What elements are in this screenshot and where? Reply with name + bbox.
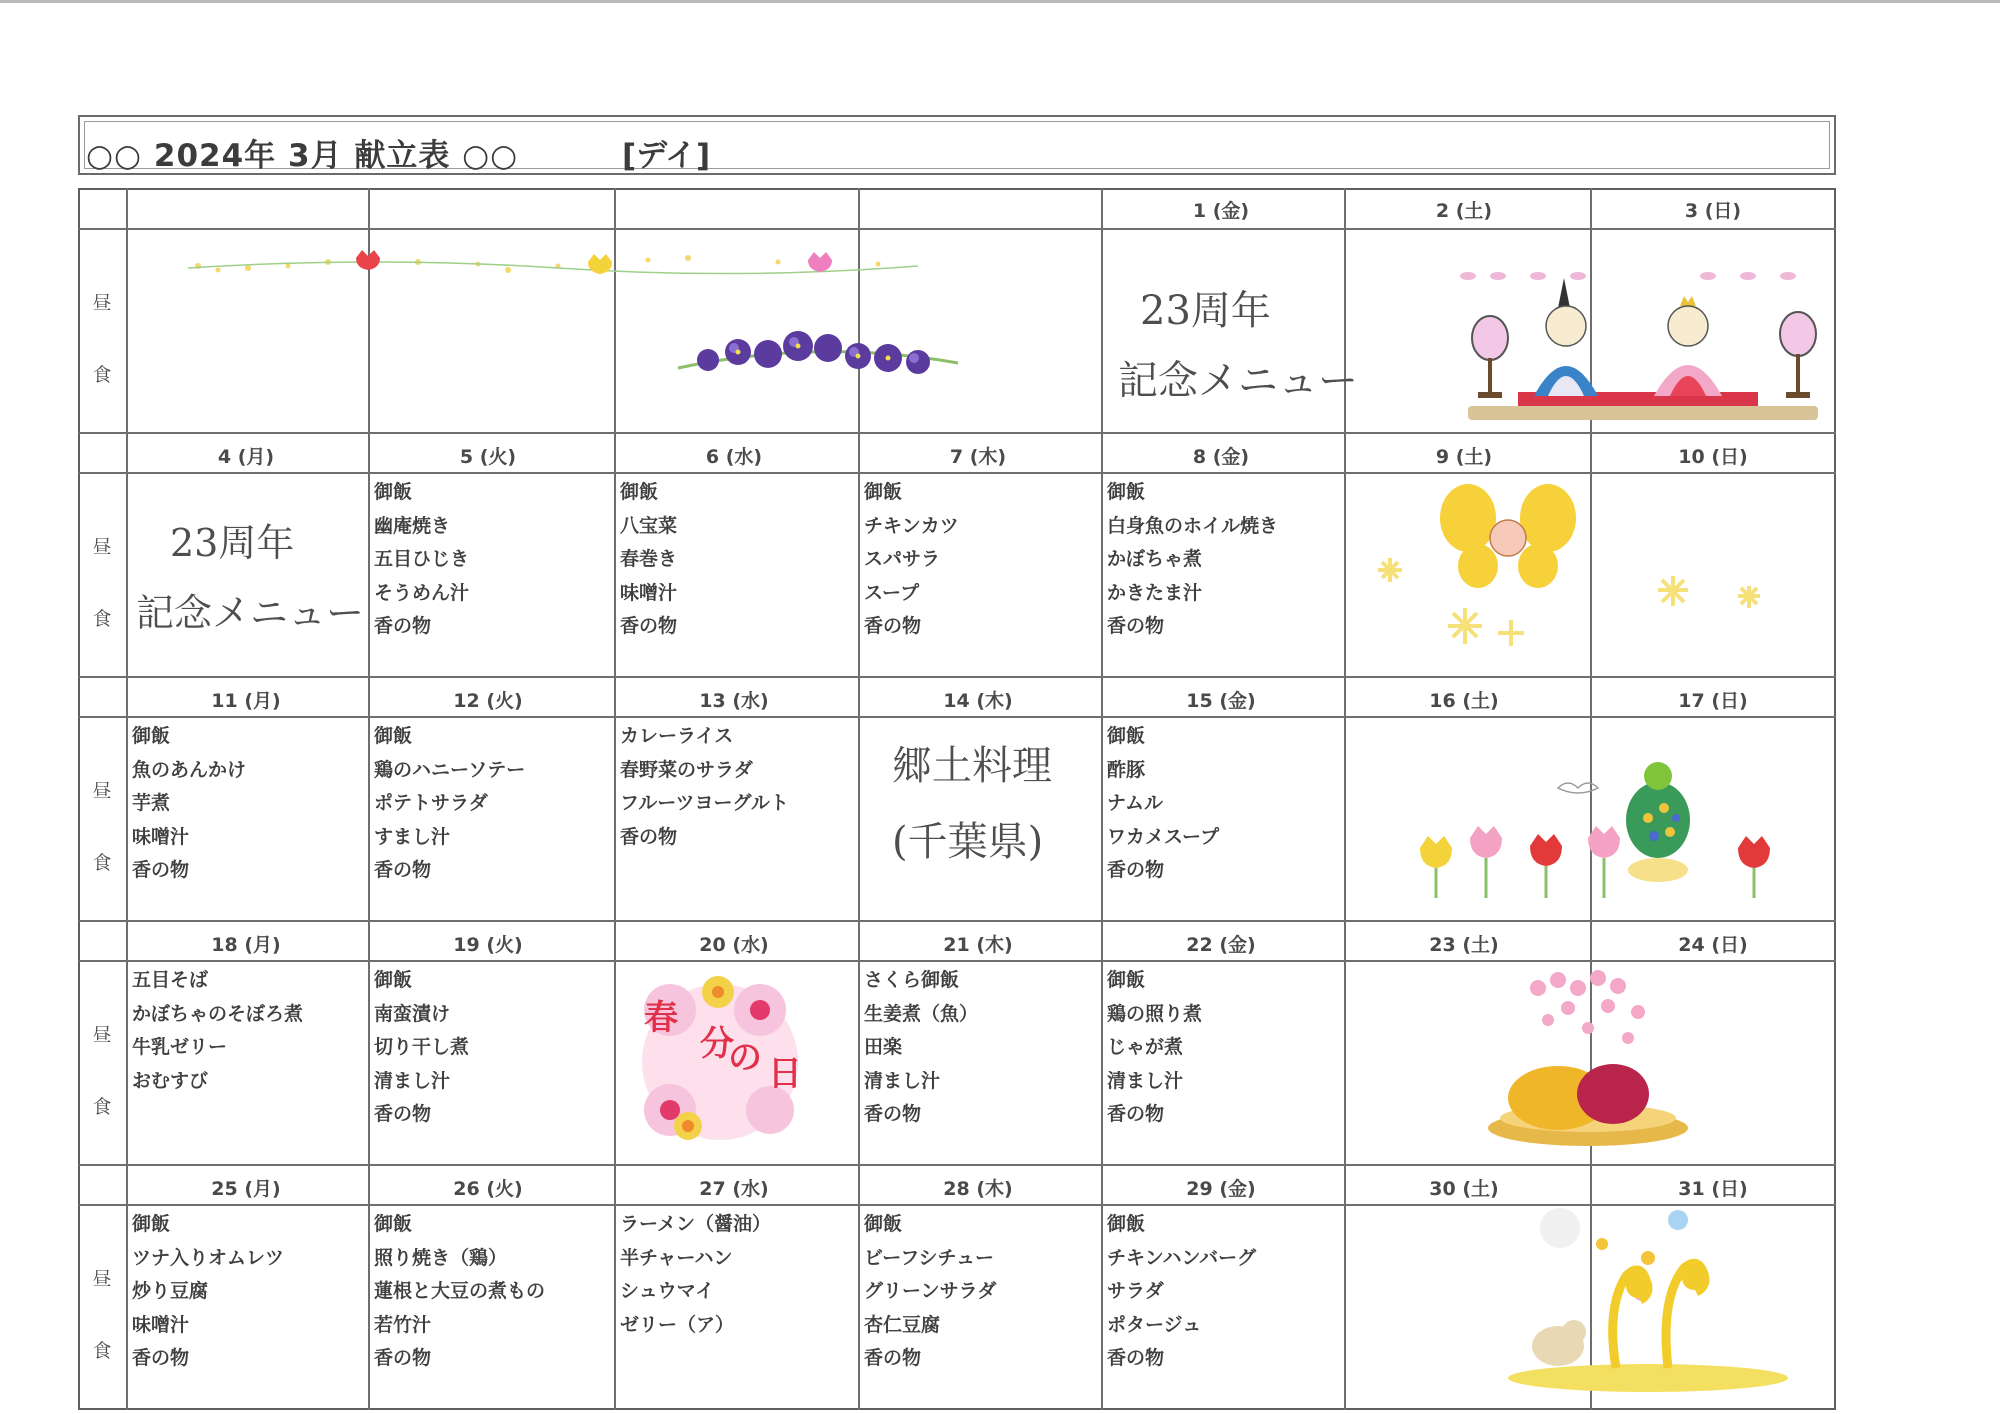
menu-item: 春巻き xyxy=(620,548,678,570)
menu-item: 香の物 xyxy=(864,1347,922,1369)
menu-item: 蓮根と大豆の煮もの xyxy=(374,1280,546,1302)
date-label: 5 (火) xyxy=(459,446,517,468)
lunch-label-top: 昼 xyxy=(92,292,112,314)
anniversary-note: 23周年 記念メニュー xyxy=(1118,288,1358,404)
menu-item: 五目そば xyxy=(132,969,209,991)
menu-item: 香の物 xyxy=(374,859,432,881)
grid-vline xyxy=(1101,188,1103,1410)
date-label: 19 (火) xyxy=(453,934,523,956)
grid-hline xyxy=(78,960,1836,962)
menu-item: 香の物 xyxy=(374,1347,432,1369)
menu-item: 香の物 xyxy=(1107,1103,1165,1125)
menu-item: そうめん汁 xyxy=(374,581,470,604)
grid-hline xyxy=(78,432,1836,434)
lunch-label-top: 昼 xyxy=(92,780,112,802)
shunbun-flowers-icon xyxy=(630,970,810,1150)
date-label: 23 (土) xyxy=(1429,934,1499,956)
menu-item: フルーツヨーグルト xyxy=(620,792,789,814)
menu-item: 香の物 xyxy=(132,859,190,881)
date-label: 25 (月) xyxy=(211,1178,281,1200)
menu-item: 清まし汁 xyxy=(1107,1069,1184,1092)
date-label: 3 (日) xyxy=(1684,200,1742,222)
menu-item: 杏仁豆腐 xyxy=(864,1313,941,1336)
menu-item: 香の物 xyxy=(620,825,678,848)
date-label: 26 (火) xyxy=(453,1178,523,1200)
date-label: 11 (月) xyxy=(211,690,281,712)
menu-list xyxy=(864,476,959,644)
tulips-bird-icon xyxy=(1358,748,1828,918)
menu-list xyxy=(1107,964,1202,1132)
menu-item: 香の物 xyxy=(864,1103,922,1125)
grid-hline xyxy=(78,920,1836,922)
lunch-label-bottom: 食 xyxy=(92,852,112,874)
menu-item: シュウマイ xyxy=(620,1280,715,1302)
menu-list xyxy=(374,476,469,644)
menu-list xyxy=(374,1208,545,1376)
date-label: 15 (金) xyxy=(1186,690,1256,712)
shunbun-char: 分 xyxy=(700,1024,734,1064)
menu-item: さくら御飯 xyxy=(864,969,960,991)
menu-item: 幽庵焼き xyxy=(374,514,451,537)
menu-list xyxy=(620,1208,771,1342)
menu-item: 若竹汁 xyxy=(374,1313,432,1336)
menu-item: チキンカツ xyxy=(864,514,959,537)
menu-item: ラーメン（醤油） xyxy=(620,1213,772,1235)
menu-item: かぼちゃ煮 xyxy=(1107,548,1203,570)
date-label: 13 (水) xyxy=(699,690,769,712)
grid-hline xyxy=(78,228,1836,230)
menu-item: 味噌汁 xyxy=(620,581,678,604)
menu-item: 魚のあんかけ xyxy=(132,758,247,781)
date-label: 20 (水) xyxy=(699,934,769,956)
grid-hline xyxy=(78,1164,1836,1166)
menu-item: 香の物 xyxy=(374,615,432,637)
date-label: 8 (金) xyxy=(1192,446,1250,468)
date-label: 17 (日) xyxy=(1678,690,1748,712)
page-title: ○○ 2024年 3月 献立表 ○○ xyxy=(86,138,519,174)
lunch-label-top: 昼 xyxy=(92,536,112,558)
grid-vline xyxy=(368,188,370,1410)
menu-item: 鶏の照り煮 xyxy=(1107,1002,1203,1025)
menu-item: おむすび xyxy=(132,1069,209,1092)
hina-dolls-icon xyxy=(1448,268,1838,428)
date-label: 22 (金) xyxy=(1186,934,1256,956)
date-label: 31 (日) xyxy=(1678,1178,1748,1200)
menu-item: 御飯 xyxy=(1107,725,1146,747)
menu-item: 田楽 xyxy=(864,1036,903,1058)
grid-hline xyxy=(78,716,1836,718)
date-label: 1 (金) xyxy=(1192,200,1250,222)
date-label: 30 (土) xyxy=(1429,1178,1499,1200)
menu-calendar-grid xyxy=(78,188,1836,1410)
date-label: 29 (金) xyxy=(1186,1178,1256,1200)
grid-vline xyxy=(614,188,616,1410)
menu-list xyxy=(132,964,303,1098)
menu-item: 香の物 xyxy=(132,1347,190,1369)
menu-item: 香の物 xyxy=(1107,615,1165,637)
menu-item: 清まし汁 xyxy=(864,1069,941,1092)
butterfly-icon xyxy=(1358,478,1818,668)
menu-item: 鶏のハニーソテー xyxy=(374,758,526,781)
menu-item: ゼリー（ア） xyxy=(620,1313,735,1336)
flower-garland-icon xyxy=(178,248,938,288)
menu-item: 芋煮 xyxy=(132,792,171,814)
menu-item: サラダ xyxy=(1107,1280,1164,1302)
menu-item: 香の物 xyxy=(864,615,922,637)
date-label: 16 (土) xyxy=(1429,690,1499,712)
date-label: 18 (月) xyxy=(211,934,281,956)
date-label: 24 (日) xyxy=(1678,934,1748,956)
spring-sprouts-icon xyxy=(1498,1208,1818,1398)
date-label: 9 (土) xyxy=(1435,446,1493,468)
menu-list xyxy=(864,964,978,1132)
menu-list xyxy=(620,720,789,854)
date-label: 12 (火) xyxy=(453,690,523,712)
date-label: 2 (土) xyxy=(1435,200,1493,222)
ohagi-icon xyxy=(1478,968,1738,1158)
menu-item: 半チャーハン xyxy=(620,1246,733,1269)
menu-item: 御飯 xyxy=(1107,481,1146,503)
menu-item: 八宝菜 xyxy=(620,514,678,537)
menu-item: 切り干し煮 xyxy=(374,1036,470,1058)
menu-item: 生姜煮（魚） xyxy=(864,1002,979,1025)
menu-item: チキンハンバーグ xyxy=(1107,1246,1257,1269)
menu-item: 御飯 xyxy=(864,481,903,503)
shunbun-char: の xyxy=(728,1038,762,1078)
menu-item: 清まし汁 xyxy=(374,1069,451,1092)
menu-item: 香の物 xyxy=(620,615,678,637)
service-tag: [デイ] xyxy=(622,138,711,174)
menu-item: かぼちゃのそぼろ煮 xyxy=(132,1002,304,1025)
menu-item: 五目ひじき xyxy=(374,548,470,570)
menu-item: 香の物 xyxy=(1107,1347,1165,1369)
grid-hline xyxy=(78,676,1836,678)
menu-item: 香の物 xyxy=(1107,859,1165,881)
menu-item: 酢豚 xyxy=(1107,758,1146,781)
menu-item: グリーンサラダ xyxy=(864,1280,997,1302)
lunch-label-bottom: 食 xyxy=(92,1340,112,1362)
menu-item: 香の物 xyxy=(374,1103,432,1125)
shunbun-char: 春 xyxy=(644,998,678,1038)
menu-list xyxy=(374,964,469,1132)
menu-item: 御飯 xyxy=(864,1213,903,1235)
menu-list xyxy=(620,476,677,644)
date-label: 21 (木) xyxy=(943,934,1013,956)
scan-edge xyxy=(0,0,2000,3)
anniversary-note: 23周年 記念メニュー xyxy=(136,521,365,635)
menu-item: 味噌汁 xyxy=(132,1313,190,1336)
menu-list xyxy=(864,1208,996,1376)
shunbun-char: 日 xyxy=(768,1054,802,1094)
menu-item: ポテトサラダ xyxy=(374,792,488,814)
date-label: 6 (水) xyxy=(705,446,763,468)
lunch-label-top: 昼 xyxy=(92,1268,112,1290)
menu-item: 白身魚のホイル焼き xyxy=(1107,514,1279,537)
menu-item: ツナ入りオムレツ xyxy=(132,1246,285,1269)
menu-list xyxy=(1107,1208,1256,1376)
menu-list xyxy=(1107,720,1219,888)
menu-item: 御飯 xyxy=(1107,1213,1146,1235)
grid-hline xyxy=(78,1204,1836,1206)
violets-icon xyxy=(668,318,968,388)
menu-item: 牛乳ゼリー xyxy=(132,1036,228,1058)
menu-item: 御飯 xyxy=(620,481,659,503)
menu-item: すまし汁 xyxy=(374,825,451,848)
menu-item: 春野菜のサラダ xyxy=(620,758,753,781)
grid-vline xyxy=(126,188,128,1410)
menu-item: じゃが煮 xyxy=(1107,1036,1184,1058)
lunch-label-bottom: 食 xyxy=(92,608,112,630)
menu-item: ナムル xyxy=(1107,792,1164,814)
menu-item: ビーフシチュー xyxy=(864,1246,994,1269)
menu-list xyxy=(1107,476,1278,644)
lunch-label-bottom: 食 xyxy=(92,364,112,386)
menu-item: 御飯 xyxy=(374,969,413,991)
menu-list xyxy=(132,720,246,888)
menu-item: ワカメスープ xyxy=(1107,825,1220,848)
menu-item: 御飯 xyxy=(374,1213,413,1235)
menu-item: ポタージュ xyxy=(1107,1313,1202,1336)
date-label: 28 (木) xyxy=(943,1178,1013,1200)
menu-list xyxy=(132,1208,284,1376)
date-label: 4 (月) xyxy=(217,446,275,468)
lunch-label-top: 昼 xyxy=(92,1024,112,1046)
menu-item: 照り焼き（鶏） xyxy=(374,1246,508,1269)
menu-item: かきたま汁 xyxy=(1107,581,1203,604)
menu-list xyxy=(374,720,525,888)
date-label: 14 (木) xyxy=(943,690,1013,712)
menu-item: 御飯 xyxy=(374,481,413,503)
menu-item: 御飯 xyxy=(132,725,171,747)
grid-hline xyxy=(78,472,1836,474)
menu-item: 味噌汁 xyxy=(132,825,190,848)
date-label: 27 (水) xyxy=(699,1178,769,1200)
menu-item: 御飯 xyxy=(374,725,413,747)
menu-item: 御飯 xyxy=(132,1213,171,1235)
menu-item: スープ xyxy=(864,581,920,604)
date-label: 10 (日) xyxy=(1678,446,1748,468)
menu-item: 炒り豆腐 xyxy=(132,1280,209,1302)
local-cuisine-note: 郷土料理 (千葉県) xyxy=(892,743,1052,865)
menu-item: 御飯 xyxy=(1107,969,1146,991)
menu-item: カレーライス xyxy=(620,725,734,747)
menu-item: スパサラ xyxy=(864,548,941,570)
lunch-label-bottom: 食 xyxy=(92,1096,112,1118)
date-label: 7 (木) xyxy=(949,446,1007,468)
menu-item: 南蛮漬け xyxy=(374,1002,451,1025)
